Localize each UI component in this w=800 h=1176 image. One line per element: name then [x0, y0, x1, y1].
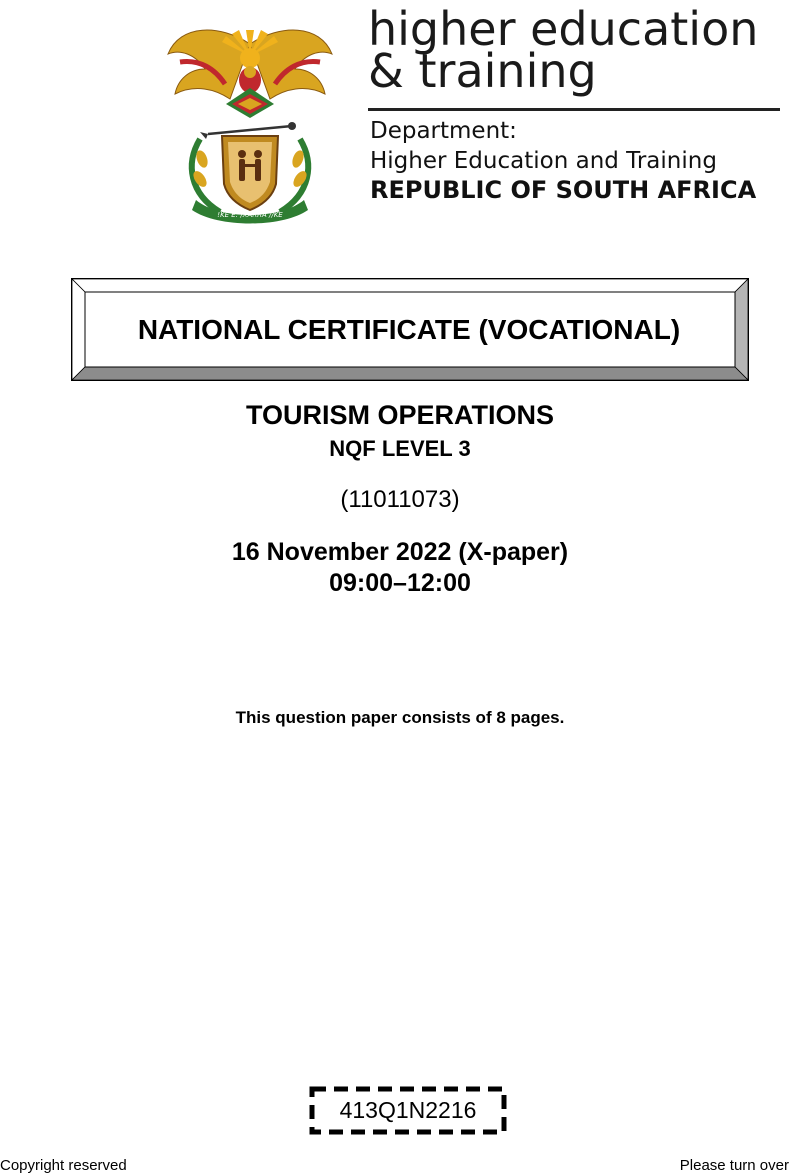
exam-date: 16 November 2022 (X-paper): [231, 538, 569, 566]
certificate-title: NATIONAL CERTIFICATE (VOCATIONAL): [137, 314, 681, 345]
paper-code: 413Q1N2216: [339, 1097, 477, 1123]
country-name: REPUBLIC OF SOUTH AFRICA: [370, 176, 757, 204]
department-label: Department:: [370, 118, 517, 144]
nqf-level: NQF LEVEL 3: [329, 436, 471, 461]
coat-of-arms-icon: [160, 14, 340, 226]
wordmark-divider: [368, 108, 780, 111]
footer-turn-over: Please turn over: [679, 1157, 789, 1174]
exam-time: 09:00–12:00: [329, 569, 471, 597]
department-wordmark: [368, 2, 759, 98]
subject-title: TOURISM OPERATIONS: [245, 400, 555, 430]
wordmark-line-2: & training: [368, 44, 597, 98]
department-name: Higher Education and Training: [370, 148, 717, 174]
footer-copyright: Copyright reserved: [0, 1157, 127, 1174]
subject-code: (11011073): [340, 486, 460, 513]
page-count-note: This question paper consists of 8 pages.: [235, 708, 565, 727]
wordmark-line-1: higher education: [368, 2, 759, 56]
coat-of-arms-motto: !KE E: /XARRA //KE: [217, 211, 283, 219]
